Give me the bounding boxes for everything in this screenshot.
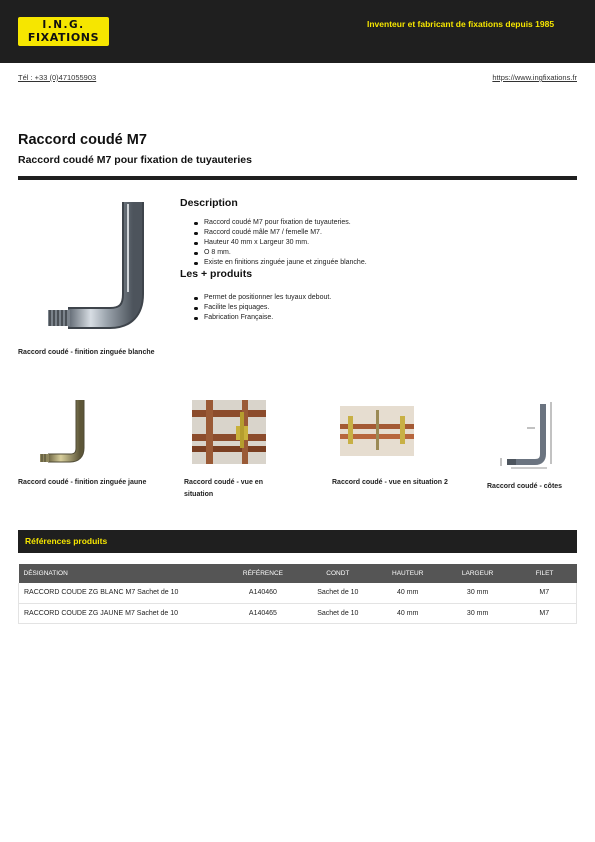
- website-link[interactable]: https://www.ingfixations.fr: [492, 73, 577, 82]
- benefit-item: Fabrication Française.: [194, 313, 331, 323]
- column-header-packaging: CONDT: [303, 564, 373, 583]
- description-heading: Description: [180, 197, 238, 209]
- page-subtitle: Raccord coudé M7 pour fixation de tuyauteries: [18, 154, 252, 166]
- product-photo-white-zinc: [40, 198, 156, 344]
- logo-text-top: I.N.G.: [42, 19, 85, 31]
- thumbnail-dimensions-drawing[interactable]: [497, 398, 559, 470]
- table-row: [19, 603, 577, 623]
- thumbnail-in-situation-2[interactable]: [340, 406, 414, 456]
- cell-width: 30 mm: [443, 583, 513, 603]
- column-header-width: LARGEUR: [443, 564, 513, 583]
- benefit-item: Facilite les piquages.: [194, 303, 331, 313]
- cell-height: 40 mm: [373, 583, 443, 603]
- references-header-bar: [18, 530, 577, 553]
- cell-designation: RACCORD COUDE ZG BLANC M7 Sachet de 10: [19, 583, 224, 603]
- benefits-list: [194, 293, 331, 323]
- column-header-height: HAUTEUR: [373, 564, 443, 583]
- description-item: Raccord coudé M7 pour fixation de tuyauteries.: [194, 218, 367, 228]
- description-list: [194, 218, 367, 268]
- description-item: O 8 mm.: [194, 248, 367, 258]
- cell-packaging: Sachet de 10: [303, 583, 373, 603]
- main-image-caption: Raccord coudé - finition zinguée blanche: [18, 349, 155, 356]
- cell-thread: M7: [513, 603, 577, 623]
- title-divider: [18, 176, 577, 180]
- thumbnail-yellow-zinc[interactable]: [36, 398, 94, 466]
- cell-height: 40 mm: [373, 603, 443, 623]
- benefit-item: Permet de positionner les tuyaux debout.: [194, 293, 331, 303]
- thumbnail-caption: Raccord coudé - vue en situation 2: [332, 479, 448, 486]
- references-heading: Références produits: [25, 536, 108, 546]
- header-bar: [0, 0, 595, 63]
- cell-thread: M7: [513, 583, 577, 603]
- thumbnail-in-situation[interactable]: [192, 400, 266, 464]
- cell-width: 30 mm: [443, 603, 513, 623]
- phone-link[interactable]: Tél : +33 (0)471055903: [18, 73, 97, 82]
- thumbnail-caption: Raccord coudé - vue en situation: [184, 479, 263, 498]
- logo-text-bottom: FIXATIONS: [27, 31, 100, 44]
- thumbnail-caption: Raccord coudé - finition zinguée jaune: [18, 479, 147, 486]
- column-header-reference: RÉFÉRENCE: [223, 564, 303, 583]
- table-row: [19, 583, 577, 603]
- cell-reference: A140460: [223, 583, 303, 603]
- description-item: Hauteur 40 mm x Largeur 30 mm.: [194, 238, 367, 248]
- company-logo[interactable]: [18, 17, 109, 46]
- cell-designation: RACCORD COUDE ZG JAUNE M7 Sachet de 10: [19, 603, 224, 623]
- page-title: Raccord coudé M7: [18, 132, 147, 148]
- description-item: Existe en finitions zinguée jaune et zinguée blanche.: [194, 258, 367, 268]
- cell-packaging: Sachet de 10: [303, 603, 373, 623]
- description-item: Raccord coudé mâle M7 / femelle M7.: [194, 228, 367, 238]
- cell-reference: A140465: [223, 603, 303, 623]
- thumbnail-caption: Raccord coudé - côtes: [487, 483, 563, 490]
- column-header-thread: FILET: [513, 564, 577, 583]
- table-header-row: [19, 564, 577, 583]
- benefits-heading: Les + produits: [180, 268, 253, 280]
- product-references-table: [18, 564, 577, 624]
- column-header-designation: DÉSIGNATION: [19, 564, 224, 583]
- company-tagline: Inventeur et fabricant de fixations depuis 1985: [367, 19, 555, 29]
